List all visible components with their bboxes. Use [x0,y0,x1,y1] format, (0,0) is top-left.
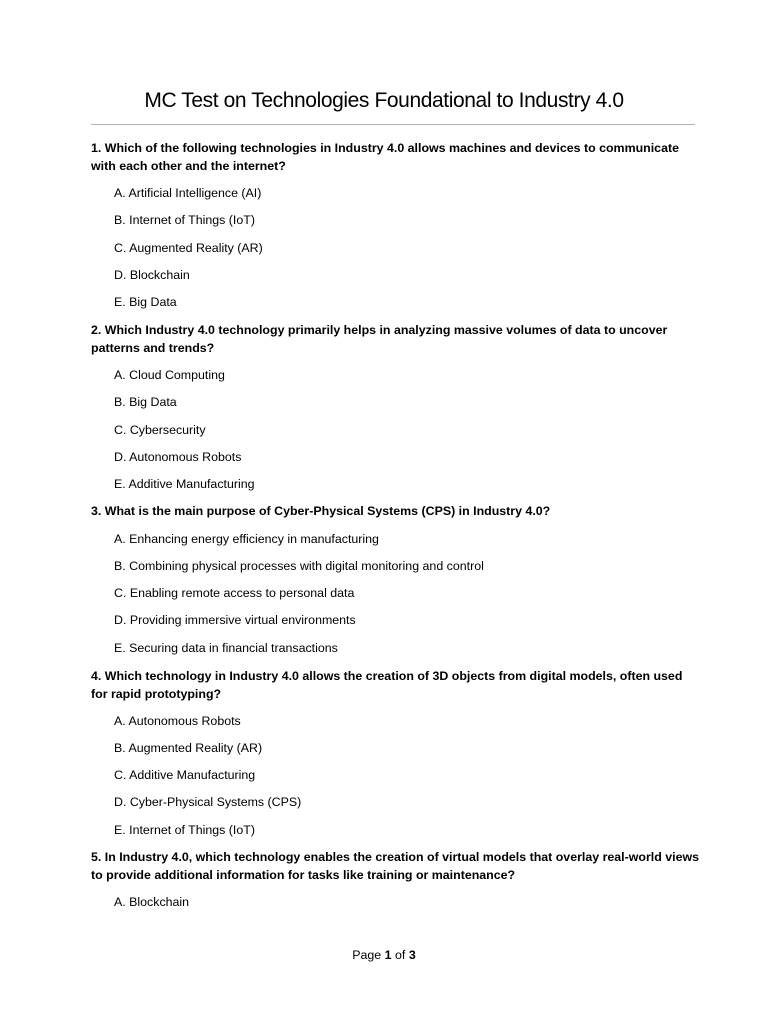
question-1-option-e: E. Big Data [114,295,177,309]
question-5-text: 5. In Industry 4.0, which technology enables the creation of virtual models that overlay real-world views to provide additional information for tasks like training or maintenance? [91,850,699,882]
question-2-option-a: A. Cloud Computing [114,368,225,382]
question-1-option-c: C. Augmented Reality (AR) [114,241,263,255]
question-4-option-d: D. Cyber-Physical Systems (CPS) [114,795,302,809]
question-4-text: 4. Which technology in Industry 4.0 allows the creation of 3D objects from digital models, often used for rapid prototyping? [91,669,683,701]
question-3-option-a: A. Enhancing energy efficiency in manufacturing [114,532,379,546]
of-label: of [395,948,406,962]
question-3-text: 3. What is the main purpose of Cyber-Physical Systems (CPS) in Industry 4.0? [91,504,551,518]
question-3-option-b: B. Combining physical processes with digital monitoring and control [114,559,484,573]
question-1-option-a: A. Artificial Intelligence (AI) [114,186,262,200]
page-number-footer [0,946,768,964]
question-1-option-d: D. Blockchain [114,268,190,282]
page-title: MC Test on Technologies Foundational to Industry 4.0 [144,89,624,112]
question-5-option-a: A. Blockchain [114,895,190,909]
question-4-option-a: A. Autonomous Robots [114,714,241,728]
question-4-option-b: B. Augmented Reality (AR) [114,741,263,755]
question-2-option-b: B. Big Data [114,395,177,409]
question-2-option-c: C. Cybersecurity [114,423,206,437]
question-2-option-e: E. Additive Manufacturing [114,477,255,491]
question-2-text: 2. Which Industry 4.0 technology primarily helps in analyzing massive volumes of data to uncover patterns and trends? [91,323,668,355]
title-divider [91,124,695,125]
question-1-text: 1. Which of the following technologies in Industry 4.0 allows machines and devices to communicate with each other and the internet? [91,141,679,173]
total-pages-number: 3 [408,948,416,962]
question-3-option-e: E. Securing data in financial transactions [114,641,338,655]
page-label: Page [352,948,382,962]
question-1-option-b: B. Internet of Things (IoT) [114,213,255,227]
question-2-option-d: D. Autonomous Robots [114,450,242,464]
question-3-option-d: D. Providing immersive virtual environments [114,613,356,627]
current-page-number: 1 [384,948,392,962]
question-4-option-e: E. Internet of Things (IoT) [114,823,255,837]
question-3-option-c: C. Enabling remote access to personal data [114,586,355,600]
question-4-option-c: C. Additive Manufacturing [114,768,256,782]
